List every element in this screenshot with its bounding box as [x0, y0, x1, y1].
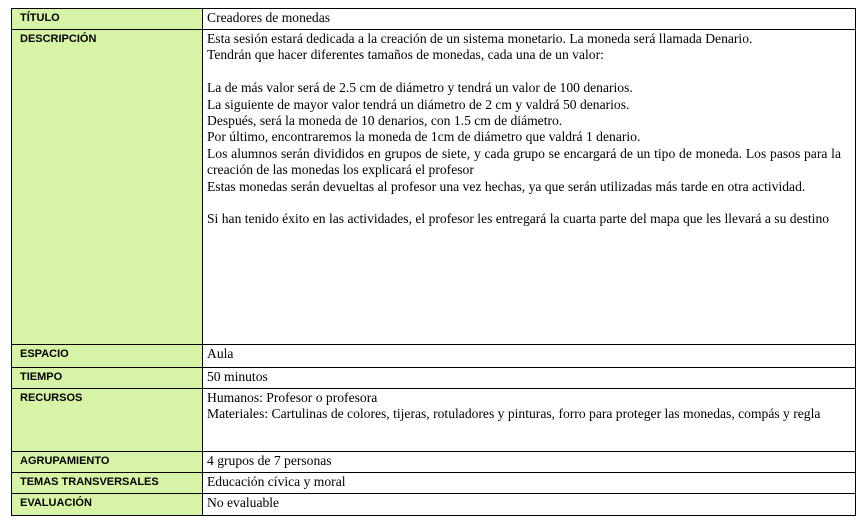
text-line: Humanos: Profesor o profesora — [207, 390, 378, 405]
row-espacio — [12, 345, 856, 368]
row-recursos — [12, 389, 856, 452]
field-label-recursos: RECURSOS — [12, 389, 203, 452]
field-label-descripcion: DESCRIPCIÓN — [12, 30, 203, 345]
text-line: Creadores de monedas — [207, 10, 331, 25]
text-line: 4 grupos de 7 personas — [207, 453, 332, 468]
text-line: Tendrán que hacer diferentes tamaños de monedas, cada una de un valor: — [207, 47, 604, 63]
text-line: Educación cívica y moral — [207, 474, 346, 489]
field-label-tiempo: TIEMPO — [12, 368, 203, 389]
text-line: 50 minutos — [207, 369, 268, 384]
row-titulo — [12, 9, 856, 30]
field-value-temas-transversales — [203, 473, 856, 494]
text-line: No evaluable — [207, 495, 280, 510]
field-value-evaluacion — [203, 494, 856, 516]
text-line: Por último, encontraremos la moneda de 1cm de diámetro que valdrá 1 denario. — [207, 129, 641, 145]
field-value-espacio — [203, 345, 856, 368]
field-value-tiempo — [203, 368, 856, 389]
row-agrupamiento — [12, 452, 856, 473]
text-line: Esta sesión estará dedicada a la creación de un sistema monetario. La moneda será llamada Denario. — [207, 31, 753, 46]
row-evaluacion — [12, 494, 856, 516]
text-line: Si han tenido éxito en las actividades, el profesor les entregará la cuarta parte del mapa que les llevará a su destino — [207, 211, 830, 227]
text-line: Los alumnos serán divididos en grupos de siete, y cada grupo se encargará de un tipo de moneda. Los pasos para la creación de las monedas los explicará el profesor — [207, 145, 841, 178]
field-label-titulo: TÍTULO — [12, 9, 203, 30]
text-line: La siguiente de mayor valor tendrá un diámetro de 2 cm y valdrá 50 denarios. — [207, 96, 630, 112]
blank-line — [207, 64, 841, 80]
field-label-temas-transversales: TEMAS TRANSVERSALES — [12, 473, 203, 494]
field-label-agrupamiento: AGRUPAMIENTO — [12, 452, 203, 473]
row-tiempo — [12, 368, 856, 389]
row-descripcion — [12, 30, 856, 345]
text-line: Estas monedas serán devueltas al profesor una vez hechas, ya que serán utilizadas más tarde en otra actividad. — [207, 178, 806, 194]
text-line: Aula — [207, 346, 234, 361]
field-value-titulo — [203, 9, 856, 30]
row-temas-transversales — [12, 473, 856, 494]
field-value-descripcion — [203, 30, 856, 345]
text-line: Materiales: Cartulinas de colores, tijeras, rotuladores y pinturas, forro para proteger las monedas, compás y regla — [207, 406, 821, 422]
field-value-agrupamiento — [203, 452, 856, 473]
text-line: La de más valor será de 2.5 cm de diámetro y tendrá un valor de 100 denarios. — [207, 80, 633, 96]
session-table — [11, 8, 856, 516]
field-value-recursos — [203, 389, 856, 452]
field-label-evaluacion: EVALUACIÓN — [12, 494, 203, 516]
blank-line — [207, 195, 841, 211]
field-label-espacio: ESPACIO — [12, 345, 203, 368]
text-line: Después, será la moneda de 10 denarios, con 1.5 cm de diámetro. — [207, 113, 563, 129]
